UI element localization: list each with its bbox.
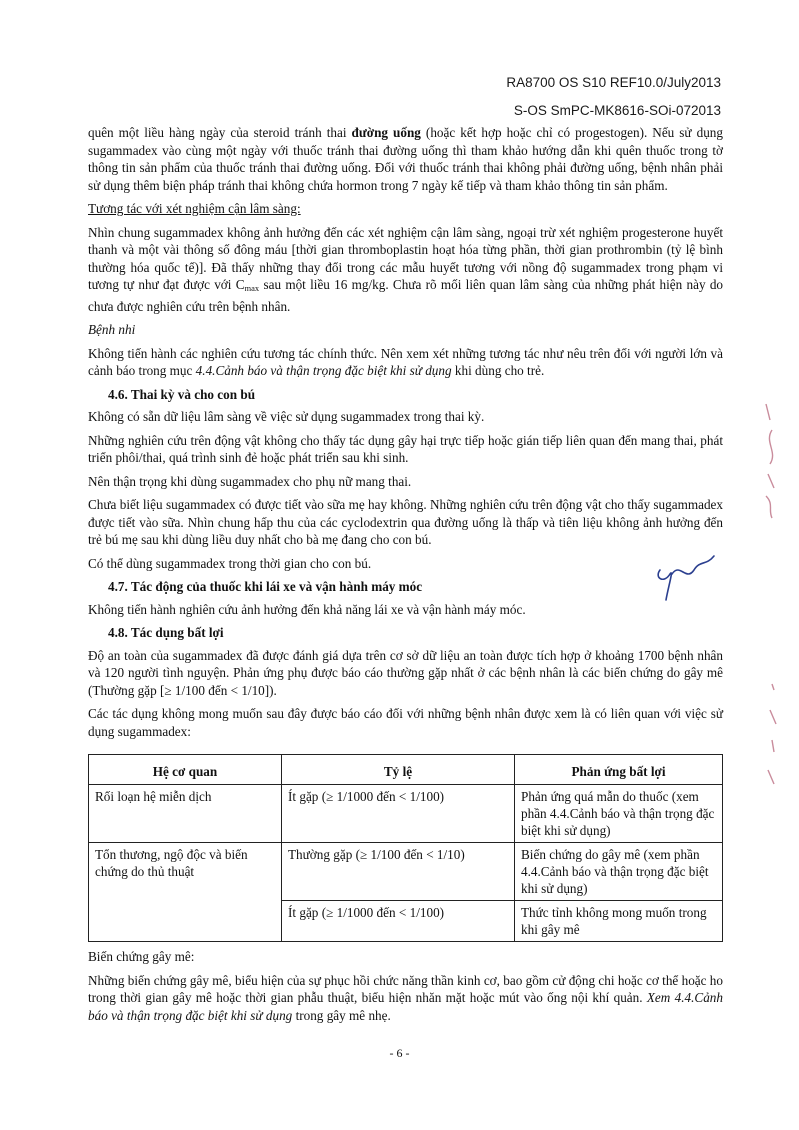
driving-paragraph: Không tiến hành nghiên cứu ảnh hưởng đến khả năng lái xe và vận hành máy móc. [88,601,526,617]
header-organ-system: Hệ cơ quan [89,755,282,785]
section-4-7-title: 4.7. Tác động của thuốc khi lái xe và vận hành máy móc [108,579,423,594]
document-code: S-OS SmPC-MK8616-SOi-072013 [513,103,721,118]
header-adverse-reaction: Phản ứng bất lợi [515,755,723,785]
organ-system-cell: Tổn thương, ngộ độc và biến chứng do thủ thuật [89,843,282,942]
lactation-paragraph-2: Có thể dùng sugammadex trong thời gian cho con bú. [88,555,372,571]
pregnancy-paragraph-3: Nên thận trọng khi dùng sugammadex cho phụ nữ mang thai. [88,473,412,489]
reaction-cell: Biến chứng do gây mê (xem phần 4.4.Cảnh báo và thận trọng đặc biệt khi sử dụng) [515,843,723,901]
margin-stamp-mark [760,400,790,520]
organ-system-cell: Rối loạn hệ miễn dịch [89,785,282,843]
reaction-cell: Thức tỉnh không mong muốn trong khi gây mê [515,901,723,942]
frequency-cell: Thường gặp (≥ 1/100 đến < 1/10) [282,843,515,901]
document-reference: RA8700 OS S10 REF10.0/July2013 [506,75,721,90]
reaction-cell: Phản ứng quá mẫn do thuốc (xem phần 4.4.Cảnh báo và thận trọng đặc biệt khi sử dụng) [515,785,723,843]
header-frequency: Tỷ lệ [282,755,515,785]
anesthesia-heading: Biến chứng gây mê: [88,949,195,964]
handwritten-initials-signature [650,548,720,608]
frequency-cell: Ít gặp (≥ 1/1000 đến < 1/100) [282,901,515,942]
pregnancy-paragraph-2: Những nghiên cứu trên động vật không cho thấy tác dụng gây hại trực tiếp hoặc gián tiếp liên quan đến mang thai, phát triển phôi/thai, quá trình sinh đẻ hoặc phát triển sau khi sinh. [88,432,723,465]
table-row [89,785,723,843]
anesthesia-paragraph: Những biến chứng gây mê, biểu hiện của sự phục hồi chức năng thần kinh cơ, bao gồm cử động chi hoặc cơ thể hoặc ho trong thời gian gây mê hoặc thời gian phẫu thuật, biểu hiện nhăn mặt hoặc mút vào ống nội khí quản. Xem 4.4.Cảnh báo và thận trọng đặc biệt khi sử dụng trong gây mê nhẹ. [88,972,723,1023]
table-header-row [89,755,723,785]
lab-interaction-heading: Tương tác với xét nghiệm cận lâm sàng: [88,201,301,216]
lab-interaction-paragraph: Nhìn chung sugammadex không ảnh hưởng đến các xét nghiệm cận lâm sàng, ngoại trừ xét nghiệm progesterone huyết thanh và một vài thông số đông máu [thời gian thromboplastin hoạt hóa từng phần, thời gian prothrombin (tỷ lệ bình thường hóa quốc tế)]. Đã thấy những thay đổi trong các mẫu huyết tương với nồng độ sugammadex trong phạm vi tương tự như đạt được với $C_{max}$ sau một liều 16 mg/kg. Chưa rõ mối liên quan lâm sàng của những phát hiện này do chưa được nghiên cứu trên bệnh nhân. [88,224,724,314]
margin-stamp-mark-lower [762,680,786,790]
contraceptive-paragraph: quên một liều hàng ngày của steroid tránh thai đường uống (hoặc kết hợp hoặc chỉ có progestogen). Nếu sử dụng sugammadex vào cùng một ngày với thuốc tránh thai đường uống thì tham khảo hướng dẫn khi quên thuốc trong tờ thông tin sản phẩm của thuốc tránh thai đường uống. Đối với thuốc tránh thai không phải đường uống, bệnh nhân phải sử dụng thêm biện pháp tránh thai không chứa hormon trong 7 ngày kế tiếp và tham khảo thông tin sản phẩm. [88,125,723,193]
section-4-6-title: 4.6. Thai kỳ và cho con bú [108,386,256,402]
section-4-8-title: 4.8. Tác dụng bất lợi [108,625,224,640]
table-row [89,843,723,901]
pediatric-paragraph: Không tiến hành các nghiên cứu tương tác chính thức. Nên xem xét những tương tác như nêu trên đối với người lớn và cảnh báo trong mục 4.4.Cảnh báo và thận trọng đặc biệt khi sử dụng khi dùng cho trẻ. [88,345,723,378]
pregnancy-paragraph-1: Không có sẵn dữ liệu lâm sàng về việc sử dụng sugammadex trong thai kỳ. [88,409,485,424]
lactation-paragraph-1: Chưa biết liệu sugammadex có được tiết vào sữa mẹ hay không. Những nghiên cứu trên động vật cho thấy sugammadex được tiết vào sữa. Nhìn chung hấp thu của các cyclodextrin qua đường uống là thấp và tiên liệu không ảnh hưởng đến trẻ bú mẹ sau khi dùng liều duy nhất cho bà mẹ đang cho con bú. [88,497,723,547]
pediatric-heading: Bệnh nhi [88,322,136,337]
page-number: - 6 - [389,1046,410,1060]
adverse-effects-paragraph-1: Độ an toàn của sugammadex đã được đánh giá dựa trên cơ sở dữ liệu an toàn được tích hợp ở khoảng 1700 bệnh nhân và 120 người tình nguyện. Phản ứng phụ được báo cáo thường gặp nhất ở các bệnh nhân là các biến chứng do gây mê (Thường gặp [≥ 1/100 đến < 1/10]). [88,647,723,698]
frequency-cell: Ít gặp (≥ 1/1000 đến < 1/100) [282,785,515,843]
adverse-effects-paragraph-2: Các tác dụng không mong muốn sau đây được báo cáo đối với những bệnh nhân được xem là có liên quan với việc sử dụng sugammadex: [88,706,723,739]
page-body [88,124,723,1030]
adverse-reactions-table [88,754,723,942]
